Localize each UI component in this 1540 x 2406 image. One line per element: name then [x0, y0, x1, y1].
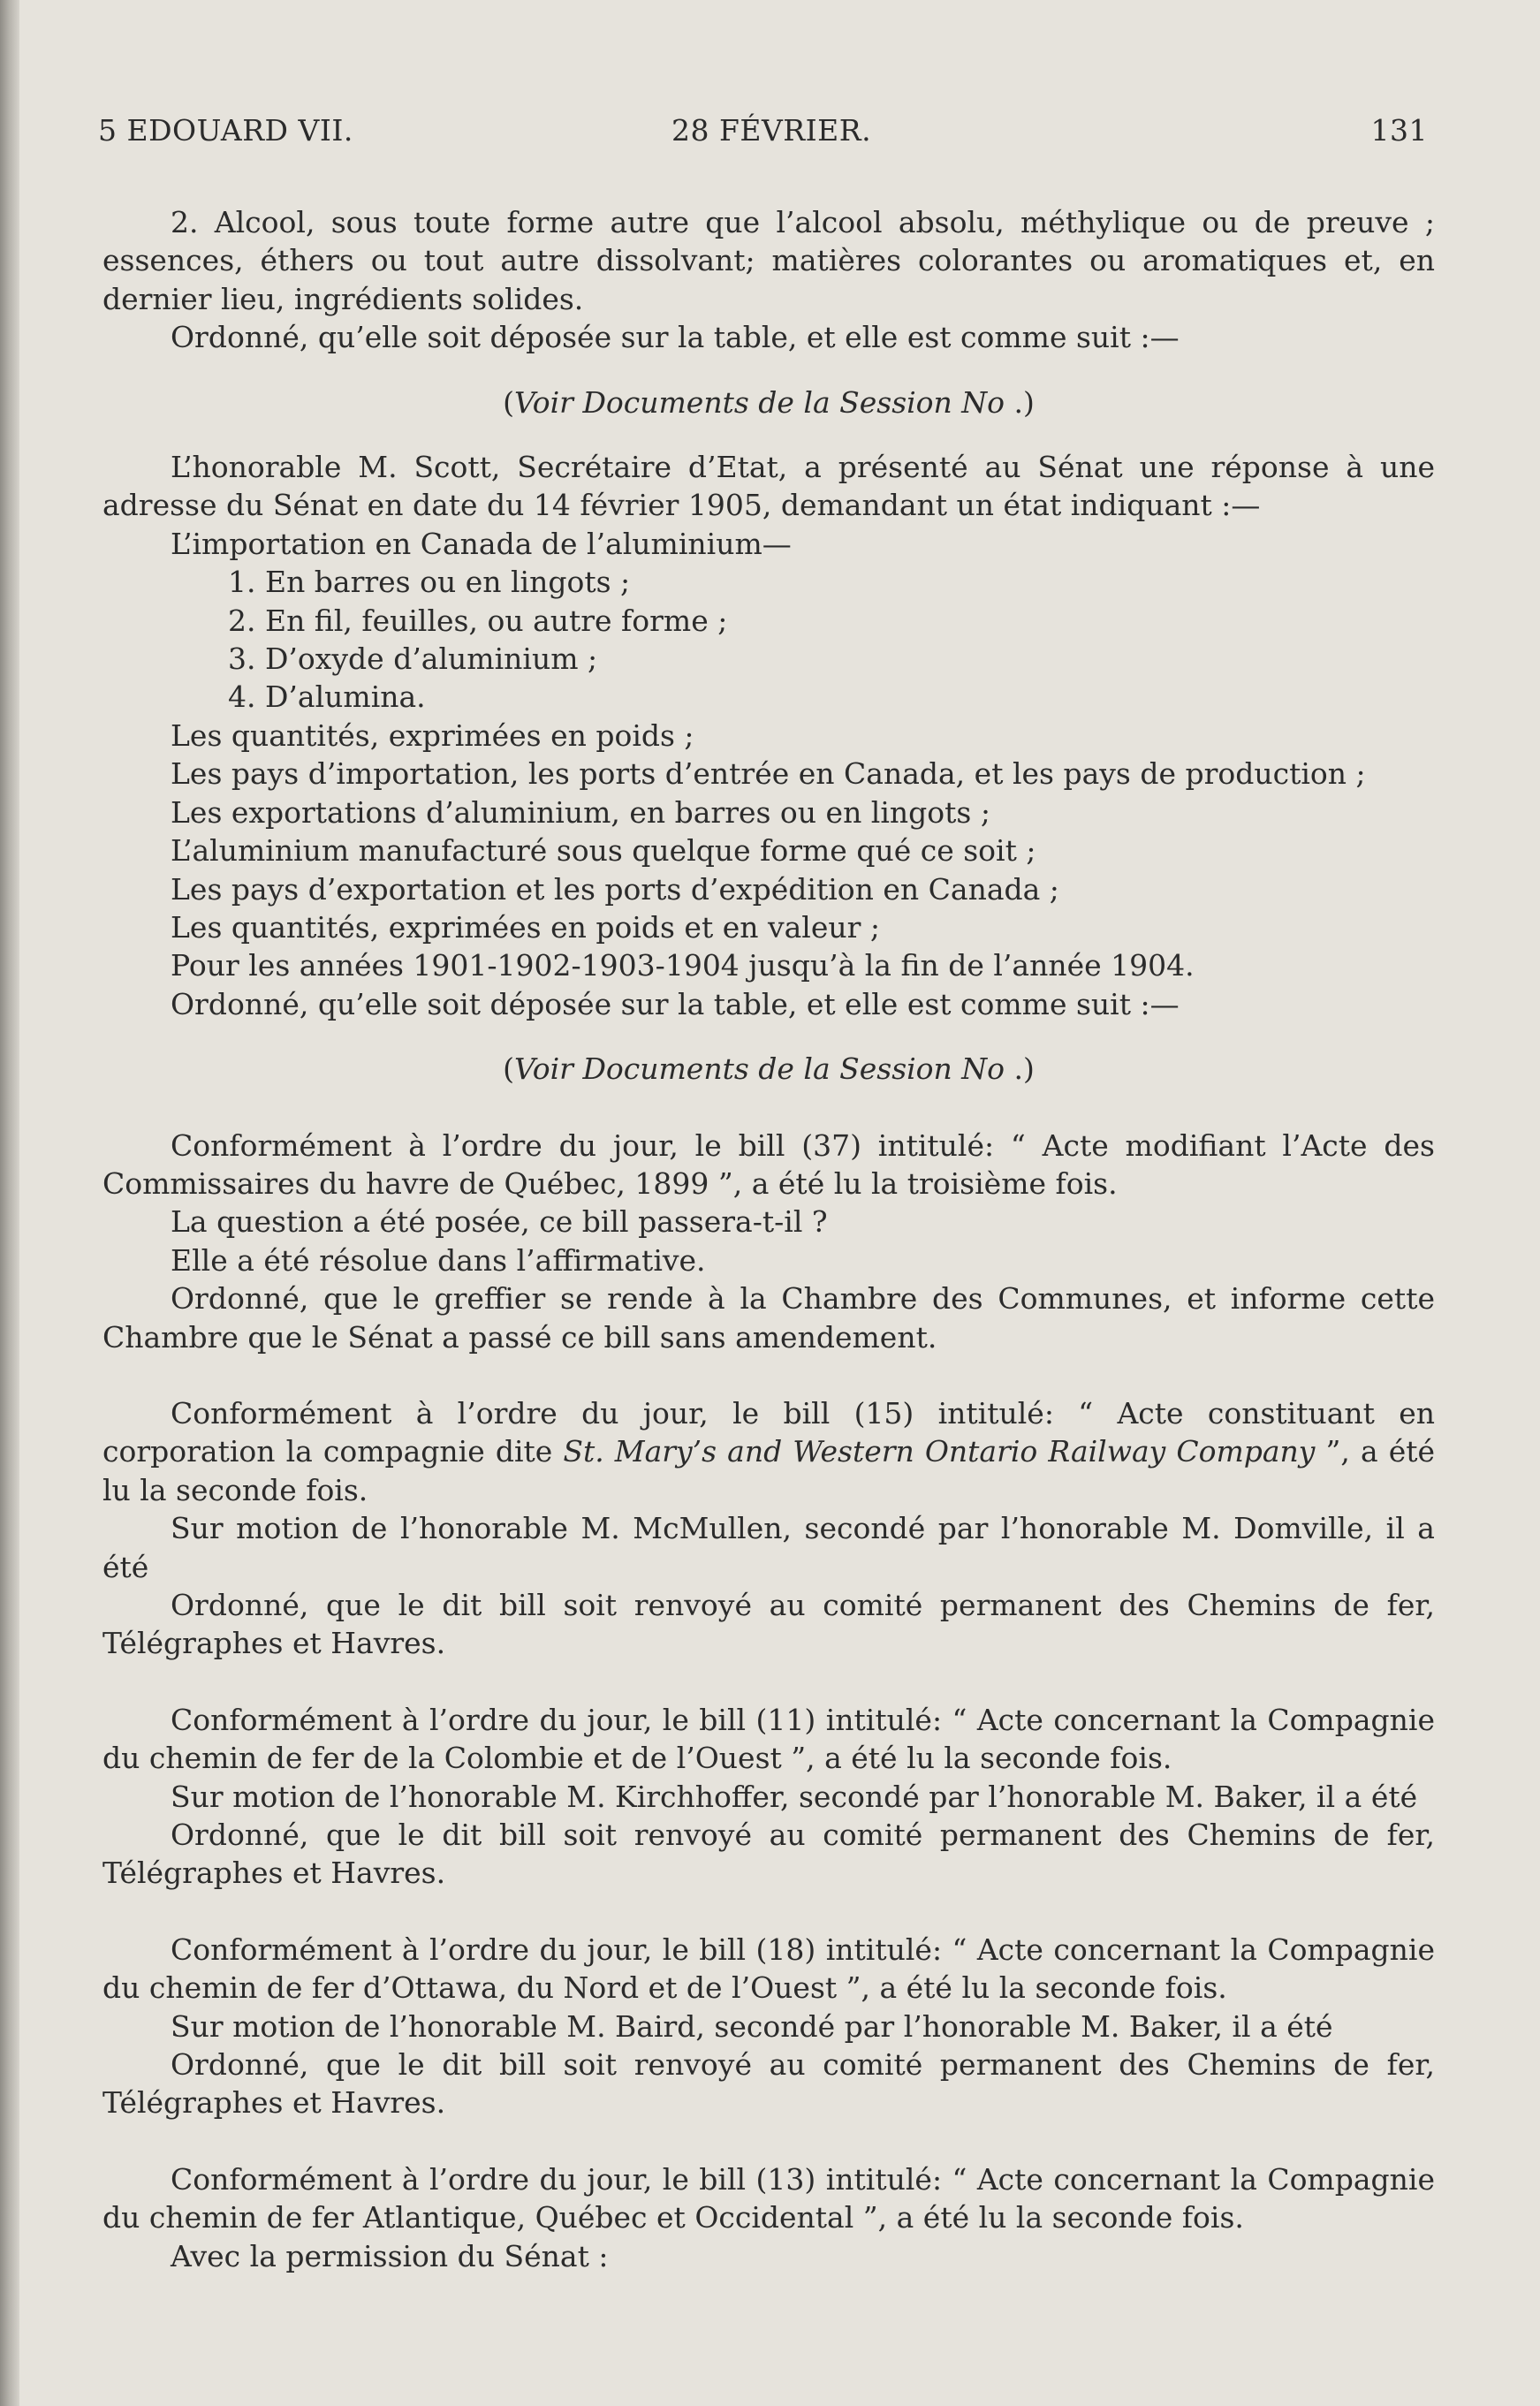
- section-bill-11: [102, 1701, 1435, 1893]
- session-document-reference: (Voir Documents de la Session No .): [503, 384, 1035, 420]
- paragraph-alcool: 2. Alcool, sous toute forme autre que l’alcool absolu, méthylique ou de preuve ; essences, éthers ou tout autre dissolvant; matières colorantes ou aromatiques et, en dernier lieu, ingrédients solides.: [102, 205, 1435, 316]
- page-number: 131: [1370, 113, 1428, 148]
- paragraph-motion: Sur motion de l’honorable M. Baird, secondé par l’honorable M. Baker, il a été: [171, 2008, 1333, 2044]
- list-item: 3. D’oxyde d’aluminium ;: [228, 641, 598, 677]
- paragraph-renvoye: Ordonné, que le dit bill soit renvoyé au comité permanent des Chemins de fer, Télégraphes et Havres.: [102, 1818, 1435, 1891]
- header-date: 28 FÉVRIER.: [671, 113, 872, 148]
- paragraph-scott-reponse: L’honorable M. Scott, Secrétaire d’Etat, a présenté au Sénat une réponse à une adresse du Sénat en date du 14 février 1905, demandant un état indiquant :—: [102, 450, 1435, 523]
- paragraph-renvoye: Ordonné, que le dit bill soit renvoyé au comité permanent des Chemins de fer, Télégraphes et Havres.: [102, 1588, 1435, 1661]
- paragraph-motion: Sur motion de l’honorable M. Kirchhoffer, secondé par l’honorable M. Baker, il a été: [171, 1779, 1418, 1814]
- paragraph-renvoye: Ordonné, que le dit bill soit renvoyé au comité permanent des Chemins de fer, Télégraphes et Havres.: [102, 2047, 1435, 2121]
- paragraph-importation: L’importation en Canada de l’aluminium—: [171, 526, 792, 561]
- paragraph-bill-18: Conformément à l’ordre du jour, le bill (18) intitulé: “ Acte concernant la Compagnie du chemin de fer d’Ottawa, du Nord et de l’Ouest ”, a été lu la seconde fois.: [102, 1932, 1435, 2006]
- statement-line: Les exportations d’aluminium, en barres ou en lingots ;: [171, 794, 990, 830]
- statement-line: Les pays d’exportation et les ports d’expédition en Canada ;: [171, 871, 1059, 907]
- scan-binding-edge: [0, 0, 19, 2406]
- section-bill-37: [102, 1127, 1435, 1356]
- paragraph-permission: Avec la permission du Sénat :: [171, 2238, 609, 2273]
- section-bill-18: [102, 1931, 1435, 2122]
- page-header: [0, 113, 1540, 154]
- paragraph-question: La question a été posée, ce bill passera-t-il ?: [171, 1204, 828, 1240]
- paragraph-motion: Sur motion de l’honorable M. McMullen, secondé par l’honorable M. Domville, il a été: [102, 1511, 1435, 1584]
- paragraph-bill-13: Conformément à l’ordre du jour, le bill (13) intitulé: “ Acte concernant la Compagnie du chemin de fer Atlantique, Québec et Occidental ”, a été lu la seconde fois.: [102, 2161, 1435, 2235]
- paragraph-bill-11: Conformément à l’ordre du jour, le bill (11) intitulé: “ Acte concernant la Compagnie du chemin de fer de la Colombie et de l’Ouest ”, a été lu la seconde fois.: [102, 1702, 1435, 1776]
- statement-line: Les quantités, exprimées en poids ;: [171, 717, 694, 753]
- section-aluminium: [102, 448, 1435, 1089]
- header-regnal-year: 5 EDOUARD VII.: [98, 113, 353, 148]
- paragraph-ordonne: Ordonné, qu’elle soit déposée sur la table, et elle est comme suit :—: [171, 320, 1180, 355]
- page-body: [102, 203, 1435, 2275]
- paragraph-greffier: Ordonné, que le greffier se rende à la Chambre des Communes, et informe cette Chambre que le Sénat a passé ce bill sans amendement.: [102, 1281, 1435, 1355]
- section-bill-15: [102, 1394, 1435, 1663]
- list-item: 4. D’alumina.: [228, 679, 426, 715]
- list-item: 1. En barres ou en lingots ;: [228, 565, 631, 600]
- paragraph-bill-37: Conformément à l’ordre du jour, le bill (37) intitulé: “ Acte modifiant l’Acte des Commissaires du havre de Québec, 1899 ”, a été lu la troisième fois.: [102, 1127, 1435, 1201]
- statement-line: Les quantités, exprimées en poids et en valeur ;: [171, 909, 881, 945]
- section-bill-13: [102, 2160, 1435, 2275]
- statement-line: Pour les années 1901-1902-1903-1904 jusqu’à la fin de l’année 1904.: [171, 948, 1195, 983]
- paragraph-bill-15: Conformément à l’ordre du jour, le bill (15) intitulé: “ Acte constituant en corporation la compagnie dite St. Mary’s and Western Ontario Railway Company ”, a été lu la seconde fois.: [102, 1395, 1436, 1507]
- statement-line: L’aluminium manufacturé sous quelque forme qué ce soit ;: [171, 833, 1036, 869]
- session-document-reference: (Voir Documents de la Session No .): [503, 1051, 1035, 1087]
- paragraph-resolue: Elle a été résolue dans l’affirmative.: [171, 1242, 706, 1278]
- section-alcool: [102, 203, 1435, 421]
- statement-line: Les pays d’importation, les ports d’entrée en Canada, et les pays de production ;: [171, 756, 1366, 792]
- statement-line: Ordonné, qu’elle soit déposée sur la table, et elle est comme suit :—: [171, 986, 1180, 1021]
- list-item: 2. En fil, feuilles, ou autre forme ;: [228, 603, 728, 638]
